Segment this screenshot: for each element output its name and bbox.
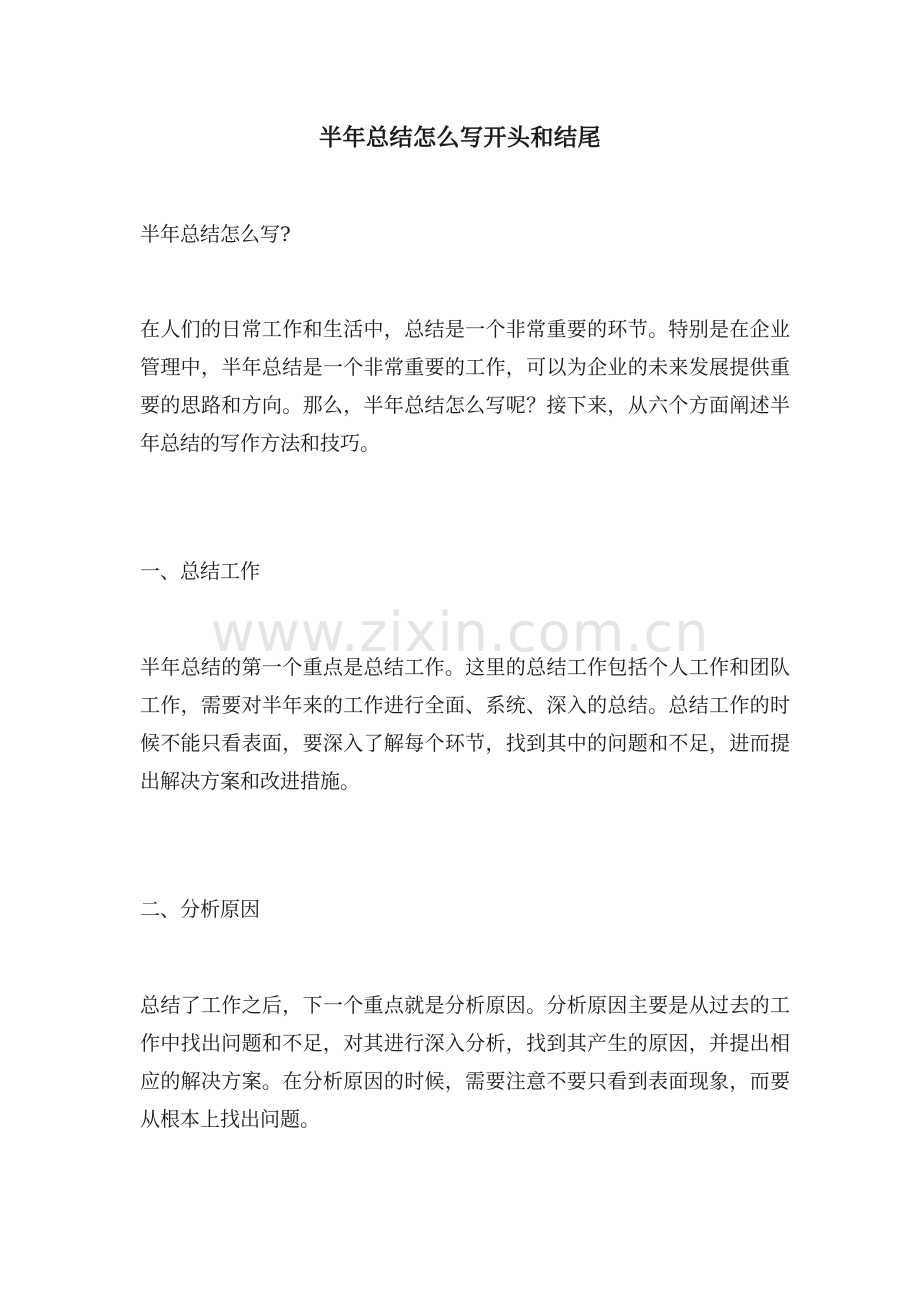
document-title: 半年总结怎么写开头和结尾	[319, 124, 601, 151]
paragraph-section-2: 总结了工作之后，下一个重点就是分析原因。分析原因主要是从过去的工作中找出问题和不足，对其进行深入分析，找到其产生的原因，并提出相应的解决方案。在分析原因的时候，需要注意不要只看到表面现象，而要从根本上找出问题。	[140, 993, 790, 1131]
section-heading-1: 一、总结工作	[140, 559, 260, 583]
paragraph-intro: 在人们的日常工作和生活中，总结是一个非常重要的环节。特别是在企业管理中，半年总结是一个非常重要的工作，可以为企业的未来发展提供重要的思路和方向。那么，半年总结怎么写呢？接下来，从六个方面阐述半年总结的写作方法和技巧。	[140, 317, 790, 455]
watermark-text: www.zixin.com.cn	[210, 601, 710, 664]
paragraph-question: 半年总结怎么写?	[140, 222, 291, 246]
paragraph-section-1: 半年总结的第一个重点是总结工作。这里的总结工作包括个人工作和团队工作，需要对半年来的工作进行全面、系统、深入的总结。总结工作的时候不能只看表面，要深入了解每个环节，找到其中的问题和不足，进而提出解决方案和改进措施。	[140, 655, 790, 793]
section-heading-2: 二、分析原因	[140, 897, 260, 921]
